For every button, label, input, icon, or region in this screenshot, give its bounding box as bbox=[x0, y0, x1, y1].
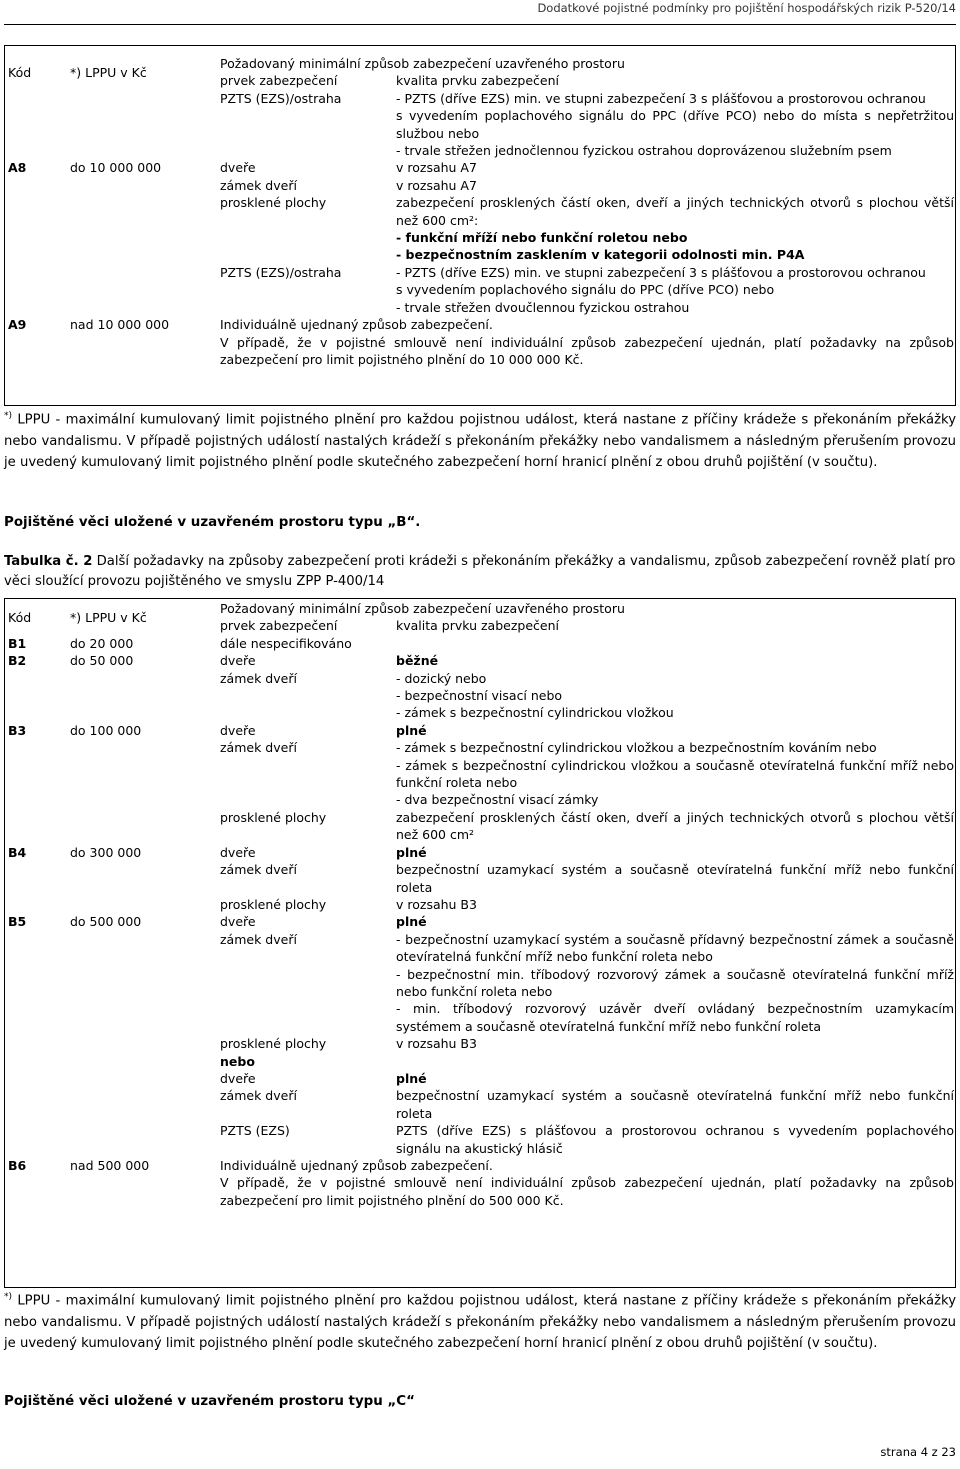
b5-zamek2-label: zámek dveří bbox=[220, 1088, 297, 1104]
b6-value bbox=[216, 1157, 956, 1209]
table-b-header-kvalita: kvalita prvku zabezpečení bbox=[396, 618, 559, 634]
b5-zamek-line2: - bezpečnostní min. tříbodový rozvorový zámek a současně otevíratelná funkční mříž nebo funkční roleta nebo bbox=[396, 966, 954, 999]
b4-proskl-value: v rozsahu B3 bbox=[396, 896, 477, 912]
b3-zamek-line1: - zámek s bezpečnostní cylindrickou vložkou a bezpečnostním kováním nebo bbox=[396, 740, 877, 756]
b2-dvere-value: běžné bbox=[396, 653, 439, 669]
a9-limit: nad 10 000 000 bbox=[70, 317, 170, 333]
table-b-caption-text: Další požadavky na způsoby zabezpečení proti krádeži s překonáním překážky a vandalismu, způsob zabezpečení rovněž platí pro věci sloužící provozu pojištěného ve smyslu ZPP P-400/14 bbox=[4, 554, 956, 589]
section-c-heading: Pojištěné věci uložené v uzavřeném prostoru typu „C“ bbox=[4, 1394, 415, 1409]
a7-pzts-line2: s vyvedením poplachového signálu do PPC (dříve PCO) nebo do místa s nepřetržitou službou nebo bbox=[396, 108, 954, 141]
a8-pzts-line3: - trvale střežen dvoučlennou fyzickou ostrahou bbox=[396, 299, 690, 315]
note-b bbox=[4, 1287, 956, 1355]
table-a-header-prvek: prvek zabezpečení bbox=[220, 73, 338, 89]
note-a-marker: *) bbox=[4, 411, 13, 421]
a8-limit: do 10 000 000 bbox=[70, 160, 162, 176]
header-rule bbox=[4, 24, 956, 25]
b4-zamek-label: zámek dveří bbox=[220, 862, 297, 878]
a8-zamek-value: v rozsahu A7 bbox=[396, 177, 477, 193]
b2-dvere-label: dveře bbox=[220, 653, 256, 669]
b3-dvere-label: dveře bbox=[220, 722, 256, 738]
b1-text: dále nespecifikováno bbox=[220, 635, 352, 651]
note-b-marker: *) bbox=[4, 1292, 13, 1302]
b2-zamek-label: zámek dveří bbox=[220, 670, 297, 686]
b2-code: B2 bbox=[8, 653, 27, 669]
table-b-top-border bbox=[4, 598, 956, 599]
b3-proskl-value: zabezpečení prosklených částí oken, dveří a jiných technických otvorů s plochou větší než 600 cm² bbox=[396, 809, 954, 843]
b5-pzts-value: PZTS (dříve EZS) s plášťovou a prostorovou ochranou s vyvedením poplachového signálu na akustický hlásič bbox=[396, 1123, 954, 1156]
table-a bbox=[4, 55, 956, 368]
a8-pzts-line1: - PZTS (dříve EZS) min. ve stupni zabezpečení 3 s plášťovou a prostorovou ochranou bbox=[396, 264, 926, 280]
b3-limit: do 100 000 bbox=[70, 722, 142, 738]
b5-dvere-label: dveře bbox=[220, 914, 256, 930]
b6-limit: nad 500 000 bbox=[70, 1158, 150, 1173]
b5-nebo: nebo bbox=[220, 1053, 255, 1069]
b4-limit: do 300 000 bbox=[70, 844, 142, 860]
b4-zamek-value: bezpečnostní uzamykací systém a současně otevíratelná funkční mříž nebo funkční roleta bbox=[396, 862, 954, 895]
b2-zamek-line2: - bezpečnostní visací nebo bbox=[396, 688, 563, 704]
a8-proskl-line1: zabezpečení prosklených částí oken, dveří a jiných technických otvorů s plochou větší než 600 cm²: bbox=[396, 195, 954, 228]
a8-proskl-label: prosklené plochy bbox=[220, 195, 327, 211]
table-b-caption-label: Tabulka č. 2 bbox=[4, 554, 93, 569]
b5-code: B5 bbox=[8, 914, 27, 930]
a9-line2: V případě, že v pojistné smlouvě není individuální způsob zabezpečení ujednán, platí požadavky na způsob zabezpečení pro limit pojistného plnění do 10 000 000 Kč. bbox=[220, 334, 954, 367]
a9-value bbox=[216, 316, 956, 368]
page-number: strana 4 z 23 bbox=[880, 1445, 956, 1459]
page-header-title: Dodatkové pojistné podmínky pro pojištění hospodářských rizik P-520/14 bbox=[537, 1, 956, 15]
table-a-header-lppu: *) LPPU v Kč bbox=[70, 64, 147, 80]
a7-pzts-value bbox=[392, 90, 956, 160]
b5-zamek2-value: bezpečnostní uzamykací systém a současně otevíratelná funkční mříž nebo funkční roleta bbox=[396, 1088, 954, 1121]
b4-dvere-value: plné bbox=[396, 844, 427, 860]
b2-limit: do 50 000 bbox=[70, 653, 134, 669]
a8-zamek-label: zámek dveří bbox=[220, 177, 297, 193]
table-b-header-lppu: *) LPPU v Kč bbox=[70, 609, 147, 625]
b5-limit: do 500 000 bbox=[70, 914, 142, 930]
table-a-header-kod: Kód bbox=[8, 64, 32, 80]
a8-dvere-label: dveře bbox=[220, 160, 256, 176]
a7-pzts-line1: - PZTS (dříve EZS) min. ve stupni zabezpečení 3 s plášťovou a prostorovou ochranou bbox=[396, 90, 926, 106]
b5-dvere2-value: plné bbox=[396, 1070, 427, 1086]
b3-zamek-value bbox=[392, 739, 956, 809]
table-b-header-req: Požadovaný minimální způsob zabezpečení uzavřeného prostoru bbox=[220, 601, 625, 616]
section-b-heading: Pojištěné věci uložené v uzavřeném prostoru typu „B“. bbox=[4, 515, 421, 530]
b4-code: B4 bbox=[8, 844, 27, 860]
table-b bbox=[4, 600, 956, 1209]
b3-zamek-line2: - zámek s bezpečnostní cylindrickou vložkou a současně otevíratelná funkční mříž nebo funkční roleta nebo bbox=[396, 757, 954, 791]
a9-line1: Individuálně ujednaný způsob zabezpečení. bbox=[220, 317, 493, 333]
b5-zamek-label: zámek dveří bbox=[220, 931, 297, 947]
table-b-header-kod: Kód bbox=[8, 609, 32, 625]
note-a-text: LPPU - maximální kumulovaný limit pojistného plnění pro každou pojistnou událost, která nastane z příčiny krádeže s překonáním překážky nebo vandalismu. V případě pojistných událostí nastalých krádeží s překonáním překážky nebo vandalismem a následným přerušením provozu je uvedený kumulovaný limit pojistného plnění podle skutečného zabezpečení horní hranicí plnění z obou druhů pojištění (v součtu). bbox=[4, 412, 956, 471]
b2-zamek-line1: - dozický nebo bbox=[396, 670, 487, 686]
table-a-top-border bbox=[4, 45, 956, 46]
b6-line1: Individuálně ujednaný způsob zabezpečení. bbox=[220, 1158, 493, 1173]
b5-pzts-label: PZTS (EZS) bbox=[220, 1123, 290, 1139]
b2-zamek-line3: - zámek s bezpečnostní cylindrickou vložkou bbox=[396, 705, 674, 721]
b1-code: B1 bbox=[8, 635, 27, 651]
b4-dvere-label: dveře bbox=[220, 844, 256, 860]
b5-zamek-line1: - bezpečnostní uzamykací systém a současně přídavný bezpečnostní zámek a současně otevíratelná funkční mříž nebo funkční roleta nebo bbox=[396, 931, 954, 965]
b6-line2: V případě, že v pojistné smlouvě není individuální způsob zabezpečení ujednán, platí požadavky na způsob zabezpečení pro limit pojistného plnění do 500 000 Kč. bbox=[220, 1175, 954, 1208]
note-a bbox=[4, 406, 956, 474]
b5-proskl-label: prosklené plochy bbox=[220, 1036, 327, 1052]
table-b-caption bbox=[4, 552, 956, 592]
b3-dvere-value: plné bbox=[396, 722, 427, 738]
a8-proskl-value bbox=[392, 194, 956, 264]
a8-pzts-label: PZTS (EZS)/ostraha bbox=[220, 264, 342, 280]
a9-code: A9 bbox=[8, 317, 27, 333]
b3-zamek-line3: - dva bezpečnostní visací zámky bbox=[396, 792, 599, 808]
table-b-header-prvek: prvek zabezpečení bbox=[220, 618, 338, 634]
b5-dvere2-label: dveře bbox=[220, 1070, 256, 1086]
b2-zamek-value bbox=[392, 670, 956, 722]
b3-proskl-label: prosklené plochy bbox=[220, 809, 327, 825]
a8-pzts-line2: s vyvedením poplachového signálu do PPC (dříve PCO) nebo bbox=[396, 282, 775, 298]
b4-proskl-label: prosklené plochy bbox=[220, 896, 327, 912]
table-a-header-kvalita: kvalita prvku zabezpečení bbox=[396, 73, 559, 89]
table-a-header-req: Požadovaný minimální způsob zabezpečení uzavřeného prostoru bbox=[220, 56, 625, 71]
a8-dvere-value: v rozsahu A7 bbox=[396, 160, 477, 176]
a7-pzts-label: PZTS (EZS)/ostraha bbox=[220, 90, 342, 106]
b1-limit: do 20 000 bbox=[70, 635, 134, 651]
note-b-text: LPPU - maximální kumulovaný limit pojistného plnění pro každou pojistnou událost, která nastane z příčiny krádeže s překonáním překážky nebo vandalismu. V případě pojistných událostí nastalých krádeží s překonáním překážky nebo vandalismem a následným přerušením provozu je uvedený kumulovaný limit pojistného plnění podle skutečného zabezpečení horní hranicí plnění z obou druhů pojištění (v součtu). bbox=[4, 1293, 956, 1352]
b5-zamek-value bbox=[392, 931, 956, 1035]
a7-pzts-line3: - trvale střežen jednočlennou fyzickou ostrahou doprovázenou služebním psem bbox=[396, 143, 892, 159]
a8-proskl-line3: - bezpečnostním zasklením v kategorii odolnosti min. P4A bbox=[396, 247, 805, 263]
b3-code: B3 bbox=[8, 722, 27, 738]
b6-code: B6 bbox=[8, 1158, 27, 1173]
b5-dvere-value: plné bbox=[396, 914, 427, 930]
a8-pzts-value bbox=[392, 264, 956, 316]
b5-proskl-value: v rozsahu B3 bbox=[396, 1036, 477, 1052]
b3-zamek-label: zámek dveří bbox=[220, 740, 297, 756]
a8-code: A8 bbox=[8, 160, 27, 176]
a8-proskl-line2: - funkční mříží nebo funkční roletou nebo bbox=[396, 230, 688, 246]
b5-zamek-line3: - min. tříbodový rozvorový uzávěr dveří ovládaný bezpečnostním uzamykacím systémem a současně otevíratelná funkční mříž nebo funkční roleta bbox=[396, 1001, 954, 1034]
